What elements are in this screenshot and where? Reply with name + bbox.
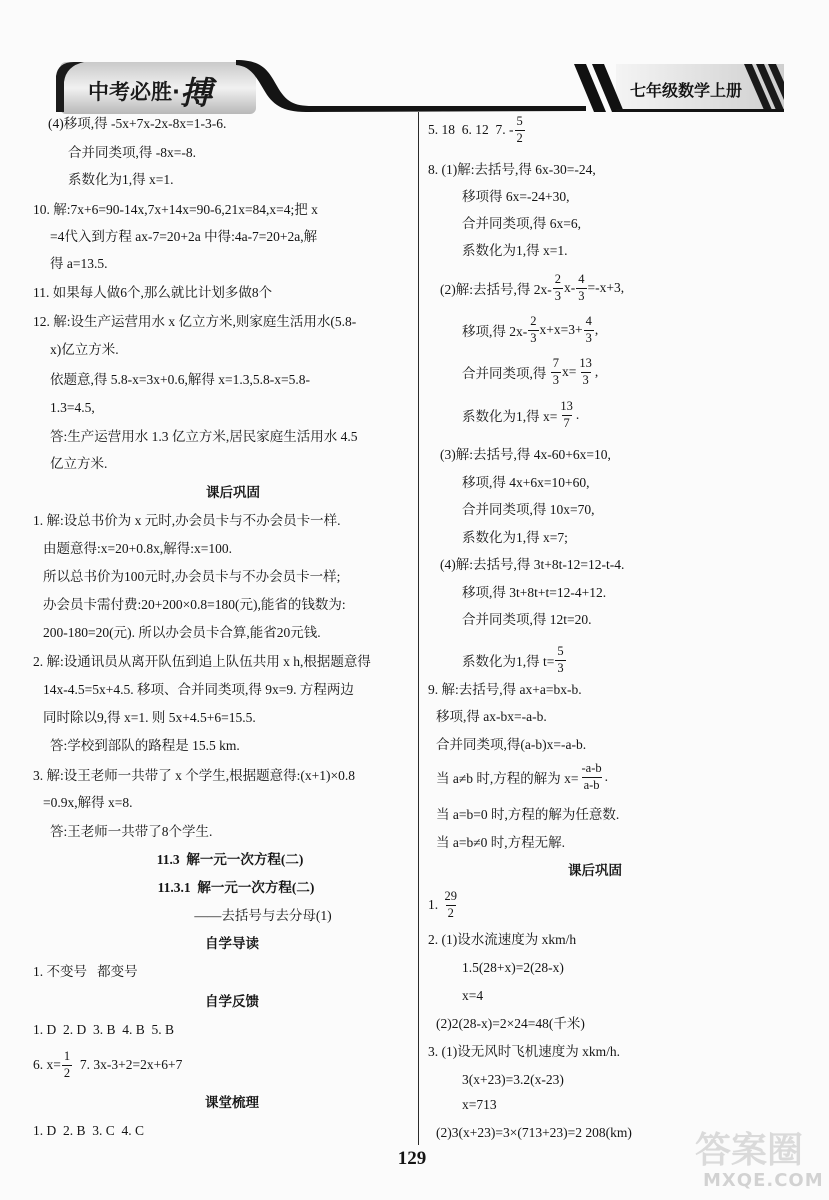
answer-line: 得 a=13.5. <box>50 256 108 271</box>
fraction <box>553 272 563 304</box>
answer-line: 办会员卡需付费:20+200×0.8=180(元),能省的钱数为: <box>43 597 346 612</box>
fraction <box>576 272 586 304</box>
fraction-numerator: 29 <box>444 889 457 903</box>
answer-line: 9. 解:去括号,得 ax+a=bx-b. <box>428 682 582 697</box>
answer-line: 答:王老师一共带了8个学生. <box>50 824 213 839</box>
section-heading: 课后巩固 <box>568 863 622 878</box>
fraction-numerator: 13 <box>579 356 592 370</box>
answer-line: 合并同类项,得 12t=20. <box>462 612 592 627</box>
answer-line: 200-180=20(元). 所以办会员卡合算,能省20元钱. <box>43 625 321 640</box>
answer-line: x)亿立方米. <box>50 342 119 357</box>
answer-line: 同时除以9,得 x=1. 则 5x+4.5+6=15.5. <box>43 710 256 725</box>
fraction-denominator: 3 <box>582 373 589 387</box>
brand-main-text: 中考必胜· <box>88 80 180 104</box>
answer-line <box>440 268 624 308</box>
fraction-numerator: 5 <box>516 114 523 128</box>
section-heading: 自学导读 <box>205 936 259 951</box>
fraction <box>584 314 594 346</box>
fraction-numerator: 7 <box>552 356 559 370</box>
answer-line <box>436 757 608 797</box>
answer-line: 3. 解:设王老师一共带了 x 个学生,根据题意得:(x+1)×0.8 <box>33 768 355 783</box>
answer-line: 当 a=b=0 时,方程的解为任意数. <box>436 807 620 822</box>
answer-line: 移项,得 3t+8t+t=12-4+12. <box>462 585 607 600</box>
page-number: 129 <box>397 1148 427 1169</box>
answer-line: 1. D 2. B 3. C 4. C <box>33 1123 145 1138</box>
answer-line: (3)解:去括号,得 4x-60+6x=10, <box>440 447 611 462</box>
fraction-denominator: a-b <box>583 778 600 792</box>
fraction-numerator: 5 <box>557 644 564 658</box>
text-segment: 1. <box>428 897 442 912</box>
text-segment: 系数化为1,得 t= <box>462 654 555 669</box>
answer-line: 移项,得 4x+6x=10+60, <box>462 475 590 490</box>
answer-line <box>462 352 598 392</box>
banner-swoosh <box>236 60 586 112</box>
answer-line: 2. (1)设水流速度为 xkm/h <box>428 932 577 947</box>
subsection-subtitle: ——去括号与去分母(1) <box>194 908 332 923</box>
answer-line <box>462 640 567 680</box>
fraction <box>555 644 565 676</box>
book-subject: 七年级数学上册 <box>630 81 743 100</box>
answer-line: 系数化为1,得 x=7; <box>462 530 568 545</box>
answer-line <box>428 110 526 150</box>
brand-accent-text: 搏 <box>179 74 212 112</box>
answer-line: 14x-4.5=5x+4.5. 移项、合并同类项,得 9x=9. 方程两边 <box>43 682 354 697</box>
fraction-numerator: 2 <box>554 272 561 286</box>
text-segment: 6. x= <box>33 1057 61 1072</box>
fraction-denominator: 3 <box>530 331 537 345</box>
column-divider <box>418 112 419 1145</box>
answer-line <box>462 310 598 350</box>
answer-line: 合并同类项,得(a-b)x=-a-b. <box>436 737 587 752</box>
fraction-denominator: 3 <box>557 661 564 675</box>
text-segment: 当 a≠b 时,方程的解为 x= <box>436 771 579 786</box>
fraction-numerator: 13 <box>560 399 573 413</box>
series-brand <box>88 68 212 114</box>
fraction <box>580 761 604 793</box>
answer-line <box>428 885 460 925</box>
answer-line: 12. 解:设生产运营用水 x 亿立方米,则家庭生活用水(5.8- <box>33 314 357 329</box>
text-segment: , <box>594 322 599 337</box>
fraction-denominator: 3 <box>585 331 592 345</box>
fraction-denominator: 2 <box>447 906 454 920</box>
answer-line: 答:学校到部队的路程是 15.5 km. <box>50 738 240 753</box>
section-heading: 课后巩固 <box>206 485 260 500</box>
fraction-numerator: 4 <box>585 314 592 328</box>
fraction <box>528 314 538 346</box>
fraction <box>551 356 561 388</box>
answer-line: 1. D 2. D 3. B 4. B 5. B <box>33 1022 175 1037</box>
answer-line: 合并同类项,得 6x=6, <box>462 216 581 231</box>
answer-line: 合并同类项,得 10x=70, <box>462 502 595 517</box>
text-segment: =-x+3, <box>587 280 625 295</box>
answer-line: 11. 如果每人做6个,那么就比计划多做8个 <box>33 285 273 300</box>
answer-line: x=713 <box>462 1097 497 1112</box>
answer-line: x=4 <box>462 988 484 1003</box>
text-segment: , <box>594 364 599 379</box>
fraction <box>515 114 525 146</box>
answer-line: 3(x+23)=3.2(x-23) <box>462 1072 564 1087</box>
answer-line: (4)解:去括号,得 3t+8t-12=12-t-4. <box>440 557 625 572</box>
answer-line: 亿立方米. <box>50 456 108 471</box>
watermark-site: MXQE.COM <box>703 1170 824 1191</box>
fraction-denominator: 3 <box>552 373 559 387</box>
answer-line: =0.9x,解得 x=8. <box>43 795 133 810</box>
answer-line: 合并同类项,得 -8x=-8. <box>68 145 196 160</box>
answer-line: 所以总书价为100元时,办会员卡与不办会员卡一样; <box>43 569 341 584</box>
answer-line: (4)移项,得 -5x+7x-2x-8x=1-3-6. <box>48 116 227 131</box>
text-segment: 5. 18 6. 12 7. - <box>428 122 514 137</box>
text-segment: 7. 3x-3+2=2x+6+7 <box>73 1057 183 1072</box>
answer-line: 当 a=b≠0 时,方程无解. <box>436 835 566 850</box>
fraction <box>558 399 575 431</box>
fraction-numerator: 2 <box>530 314 537 328</box>
section-heading: 课堂梳理 <box>205 1095 259 1110</box>
subsection-title: 11.3.1 解一元一次方程(二) <box>157 880 315 895</box>
answer-line: 系数化为1,得 x=1. <box>462 243 568 258</box>
fraction-numerator: -a-b <box>581 761 602 775</box>
text-segment: 移项,得 2x- <box>462 324 528 339</box>
answer-line: 依题意,得 5.8-x=3x+0.6,解得 x=1.3,5.8-x=5.8- <box>50 372 310 387</box>
banner-underline <box>616 109 784 112</box>
answer-line: 1.3=4.5, <box>50 400 95 415</box>
text-segment: x= <box>562 364 577 379</box>
answer-line <box>33 1045 182 1085</box>
answer-line: 移项,得 ax-bx=-a-b. <box>436 709 547 724</box>
section-title: 11.3 解一元一次方程(二) <box>156 852 304 867</box>
text-segment: . <box>604 769 609 784</box>
answer-line: 10. 解:7x+6=90-14x,7x+14x=90-6,21x=84,x=4;把 x <box>33 202 318 217</box>
answer-line: 1. 解:设总书价为 x 元时,办会员卡与不办会员卡一样. <box>33 513 341 528</box>
section-heading: 自学反馈 <box>205 994 259 1009</box>
answer-line: 1. 不变号 都变号 <box>33 964 138 979</box>
answer-line: (2)3(x+23)=3×(713+23)=2 208(km) <box>436 1125 632 1140</box>
text-segment: 系数化为1,得 x= <box>462 409 558 424</box>
fraction <box>443 889 460 921</box>
text-segment: (2)解:去括号,得 2x- <box>440 282 552 297</box>
answer-line <box>462 395 579 435</box>
text-segment: 合并同类项,得 <box>462 366 550 381</box>
answer-line: 移项得 6x=-24+30, <box>462 189 570 204</box>
watermark-logo: 答案圈 <box>695 1130 804 1171</box>
fraction <box>577 356 594 388</box>
fraction-denominator: 2 <box>516 131 523 145</box>
answer-line: 8. (1)解:去括号,得 6x-30=-24, <box>428 162 596 177</box>
answer-line: 答:生产运营用水 1.3 亿立方米,居民家庭生活用水 4.5 <box>50 429 358 444</box>
answer-line: 系数化为1,得 x=1. <box>68 172 174 187</box>
text-segment: x+x=3+ <box>539 322 583 337</box>
fraction-denominator: 3 <box>554 289 561 303</box>
text-segment: x- <box>564 280 576 295</box>
fraction-numerator: 4 <box>578 272 585 286</box>
text-segment: . <box>575 407 580 422</box>
fraction-denominator: 3 <box>578 289 585 303</box>
fraction-numerator: 1 <box>63 1049 71 1063</box>
fraction-denominator: 7 <box>563 416 570 430</box>
answer-line: =4代入到方程 ax-7=20+2a 中得:4a-7=20+2a,解 <box>50 229 318 244</box>
answer-line: 3. (1)设无风时飞机速度为 xkm/h. <box>428 1044 620 1059</box>
fraction <box>62 1049 72 1081</box>
answer-line: 2. 解:设通讯员从离开队伍到追上队伍共用 x h,根据题意得 <box>33 654 371 669</box>
fraction-denominator: 2 <box>63 1066 71 1080</box>
answer-line: 1.5(28+x)=2(28-x) <box>462 960 564 975</box>
answer-line: 由题意得:x=20+0.8x,解得:x=100. <box>43 541 232 556</box>
answer-line: (2)2(28-x)=2×24=48(千米) <box>436 1016 585 1031</box>
